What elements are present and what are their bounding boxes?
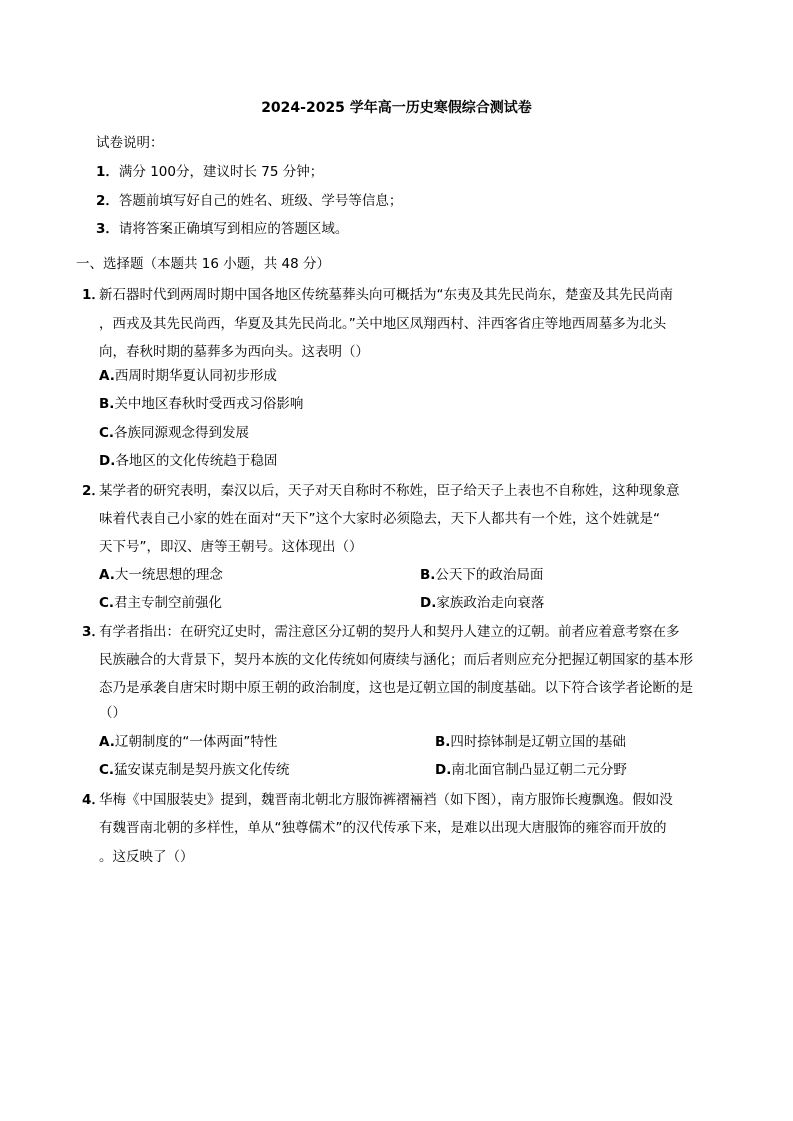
option-label: D. — [99, 453, 116, 469]
question-text-line: 华梅《中国服装史》提到，魏晋南北朝北方服饰裤褶裲裆（如下图），南方服饰长瘦飘逸。假如没 — [99, 792, 673, 808]
option-c[interactable] — [99, 421, 249, 441]
question-text-line: 天下号”，即汉、唐等王朝号。这体现出（） — [99, 539, 363, 555]
option-a[interactable] — [99, 730, 277, 750]
option-text: 南北面官制凸显辽朝二元分野 — [451, 762, 627, 778]
option-text: 猛安谋克制是契丹族文化传统 — [114, 762, 290, 778]
instruction-number: 3． — [96, 221, 119, 237]
option-text: 各地区的文化传统趋于稳固 — [115, 453, 278, 469]
option-c[interactable] — [99, 591, 222, 611]
instructions-heading: 试卷说明： — [96, 135, 164, 151]
option-label: D. — [420, 595, 437, 611]
question-text-line: 。这反映了（） — [99, 849, 194, 865]
option-label: C. — [99, 425, 115, 441]
instruction-number: 2． — [96, 193, 119, 209]
option-b[interactable] — [99, 392, 303, 412]
question-text-line: 味着代表自己小家的姓在面对“天下”这个大家时必须隐去，天下人都共有一个姓，这个姓就是“ — [99, 511, 660, 527]
instruction-text: 答题前填写好自己的姓名、班级、学号等信息； — [118, 193, 403, 209]
question-text-line: 新石器时代到两周时期中国各地区传统墓葬头向可概括为“东夷及其先民尚东，楚蛮及其先民尚南 — [99, 287, 673, 303]
option-text: 西周时期华夏认同初步形成 — [114, 368, 277, 384]
option-b[interactable] — [435, 730, 626, 750]
option-a[interactable] — [99, 563, 223, 583]
question-text-line: 民族融合的大背景下，契丹本族的文化传统如何赓续与涵化；而后者则应充分把握辽朝国家的基本形 — [99, 652, 693, 668]
question-text-line: 态乃是承袭自唐宋时期中原王朝的政治制度，这也是辽朝立国的制度基础。以下符合该学者论断的是 — [99, 680, 693, 696]
option-label: B. — [435, 734, 451, 750]
question-text-line: ，西戎及其先民尚西，华夏及其先民尚北。”关中地区凤翔西村、沣西客省庄等地西周墓多为北头 — [99, 316, 667, 332]
option-c[interactable] — [99, 758, 290, 778]
question-text-line: （） — [99, 705, 126, 721]
option-label: A. — [99, 734, 115, 750]
option-text: 四时捺钵制是辽朝立国的基础 — [450, 734, 626, 750]
option-a[interactable] — [99, 364, 277, 384]
option-d[interactable] — [99, 449, 277, 469]
option-label: C. — [99, 762, 115, 778]
option-label: A. — [99, 368, 115, 384]
option-text: 辽朝制度的“一体两面”特性 — [114, 734, 278, 750]
instruction-text: 满分 100分，建议时长 75 分钟； — [118, 164, 324, 180]
option-text: 君主专制空前强化 — [114, 595, 223, 611]
question-text-line: 向，春秋时期的墓葬多为西向头。这表明（） — [99, 344, 369, 360]
question-number: 1． — [82, 287, 105, 303]
option-label: B. — [99, 396, 115, 412]
option-b[interactable] — [420, 563, 543, 583]
option-d[interactable] — [435, 758, 627, 778]
section-heading: 一、选择题（本题共 16 小题，共 48 分） — [76, 256, 331, 272]
instruction-item — [96, 189, 402, 209]
question-text-line: 有魏晋南北朝的多样性，单从“独尊儒术”的汉代传承下来，是难以出现大唐服饰的雍容而开放的 — [99, 820, 667, 836]
question-text-line: 有学者指出：在研究辽史时，需注意区分辽朝的契丹人和契丹人建立的辽朝。前者应着意考察在多 — [99, 624, 680, 640]
option-label: C. — [99, 595, 115, 611]
option-label: B. — [420, 567, 436, 583]
question-number: 3． — [82, 624, 105, 640]
exam-title: 2024-2025 学年高一历史寒假综合测试卷 — [261, 100, 532, 116]
question-text-line: 某学者的研究表明，秦汉以后，天子对天自称时不称姓，臣子给天子上表也不自称姓，这种现象意 — [99, 483, 680, 499]
option-text: 公天下的政治局面 — [435, 567, 544, 583]
option-text: 各族同源观念得到发展 — [114, 425, 250, 441]
instruction-item — [96, 217, 348, 237]
instruction-number: 1． — [96, 164, 119, 180]
option-label: D. — [435, 762, 452, 778]
instruction-text: 请将答案正确填写到相应的答题区域。 — [118, 221, 349, 237]
option-text: 关中地区春秋时受西戎习俗影响 — [114, 396, 304, 412]
option-text: 大一统思想的理念 — [114, 567, 223, 583]
question-number: 4． — [82, 792, 105, 808]
instruction-item — [96, 160, 323, 180]
option-label: A. — [99, 567, 115, 583]
option-text: 家族政治走向衰落 — [436, 595, 545, 611]
question-number: 2． — [82, 483, 105, 499]
option-d[interactable] — [420, 591, 544, 611]
